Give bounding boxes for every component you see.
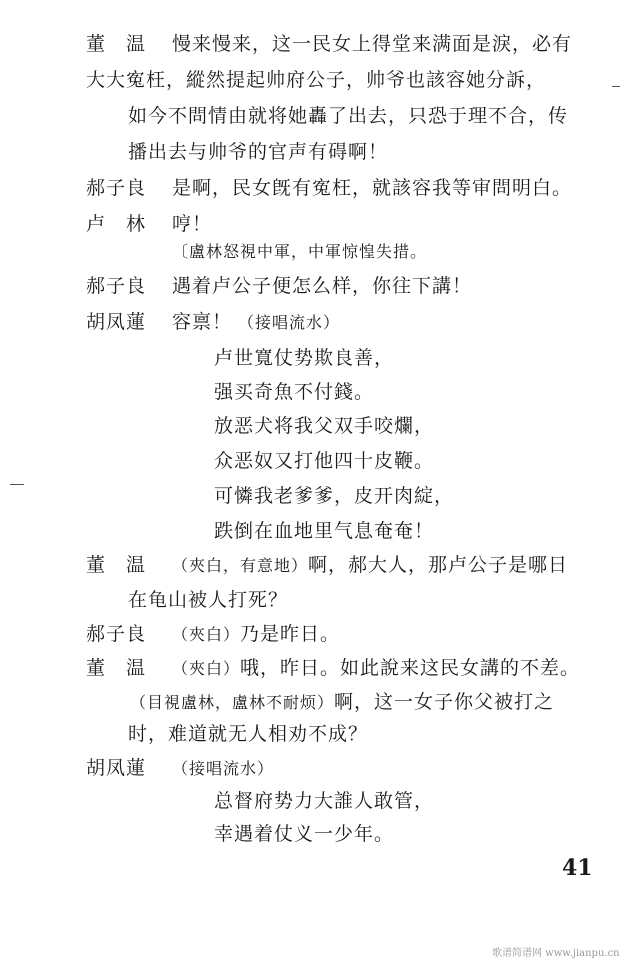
dialogue-text: 大大寃枉，縱然提起帅府公子，帅爷也該容她分訴，: [86, 69, 547, 91]
dialogue-line: [128, 104, 568, 128]
verse-line: [214, 414, 434, 438]
dialogue-line: [128, 140, 388, 164]
verse-text: 幸遇着仗义一少年。: [214, 823, 395, 845]
verse-line: [214, 346, 394, 370]
dialogue-text: 哦，昨日。如此說来这民女講的不差。: [240, 657, 581, 679]
stage-note: （夾白）: [172, 659, 241, 678]
speaker-name: 胡凤蓮: [86, 757, 147, 779]
speaker-name: 郝子良: [86, 275, 147, 297]
stage-note: （夾白）: [172, 625, 241, 644]
dialogue-line: [86, 68, 546, 92]
dialogue-line: [128, 588, 288, 612]
speaker-name: 郝子良: [86, 177, 147, 199]
dialogue-text: 播出去与帅爷的官声有碍啊！: [128, 141, 389, 163]
verse-line: [214, 519, 434, 543]
page-number: 41: [562, 855, 593, 881]
dialogue-line: [130, 690, 554, 715]
dialogue-line: [86, 756, 274, 781]
stage-note: （夾白，有意地）: [172, 556, 309, 575]
dialogue-line: [86, 212, 212, 236]
dialogue-text: 哼！: [172, 213, 213, 235]
speaker-name: 董 温: [86, 33, 147, 55]
verse-text: 卢世寬仗势欺良善，: [214, 347, 395, 369]
speaker-name: 郝子良: [86, 623, 147, 645]
dialogue-line: [86, 656, 580, 681]
dialogue-line: [86, 622, 340, 647]
verse-text: 众恶奴又打他四十皮鞭。: [214, 450, 435, 472]
margin-mark: [612, 86, 620, 87]
dialogue-text: 乃是昨日。: [240, 623, 341, 645]
dialogue-text: 容禀！: [172, 311, 233, 333]
stage-direction: [172, 240, 427, 264]
speaker-name: 董 温: [86, 657, 147, 679]
verse-line: [214, 380, 374, 404]
dialogue-text: 啊，郝大人，那卢公子是哪日: [308, 554, 569, 576]
verse-line: [214, 822, 394, 846]
speaker-name: 胡凤蓮: [86, 311, 147, 333]
verse-line: [214, 789, 434, 813]
dialogue-line: [128, 722, 368, 746]
stage-note: （接唱流水）: [172, 759, 275, 778]
dialogue-line: [86, 274, 472, 298]
verse-text: 强买奇魚不付錢。: [214, 381, 375, 403]
verse-text: 放恶犬将我父双手咬爛，: [214, 415, 435, 437]
dialogue-text: 时，难道就无人相劝不成？: [128, 723, 369, 745]
dialogue-text: 如今不問情由就将她轟了出去，只恐于理不合，传: [128, 105, 569, 127]
speaker-name: 卢 林: [86, 213, 147, 235]
dialogue-line: [86, 553, 568, 578]
dialogue-text: 啊，这一女子你父被打之: [334, 691, 555, 713]
verse-line: [214, 449, 434, 473]
margin-mark: [10, 484, 24, 485]
dialogue-text: 慢来慢来，这一民女上得堂来满面是淚，必有: [172, 33, 573, 55]
stage-direction-text: 〔盧林怒視中軍，中軍惊惶失措。: [172, 242, 428, 261]
dialogue-line: [86, 310, 340, 335]
dialogue-text: 是啊，民女旣有寃枉，就該容我等审問明白。: [172, 177, 573, 199]
dialogue-text: 遇着卢公子便怎么样，你往下講！: [172, 275, 473, 297]
dialogue-line: [86, 176, 572, 200]
verse-text: 总督府势力大誰人敢管，: [214, 790, 435, 812]
stage-note: （接唱流水）: [238, 313, 341, 332]
speaker-name: 董 温: [86, 554, 147, 576]
verse-line: [214, 484, 454, 508]
dialogue-line: [86, 32, 572, 56]
verse-text: 可憐我老爹爹，皮开肉綻，: [214, 485, 455, 507]
verse-text: 跌倒在血地里气息奄奄！: [214, 520, 435, 542]
stage-note: （目視盧林，盧林不耐烦）: [130, 693, 335, 712]
watermark: 歌谱简谱网 www.jianpu.cn: [492, 948, 620, 959]
dialogue-text: 在龟山被人打死？: [128, 589, 289, 611]
